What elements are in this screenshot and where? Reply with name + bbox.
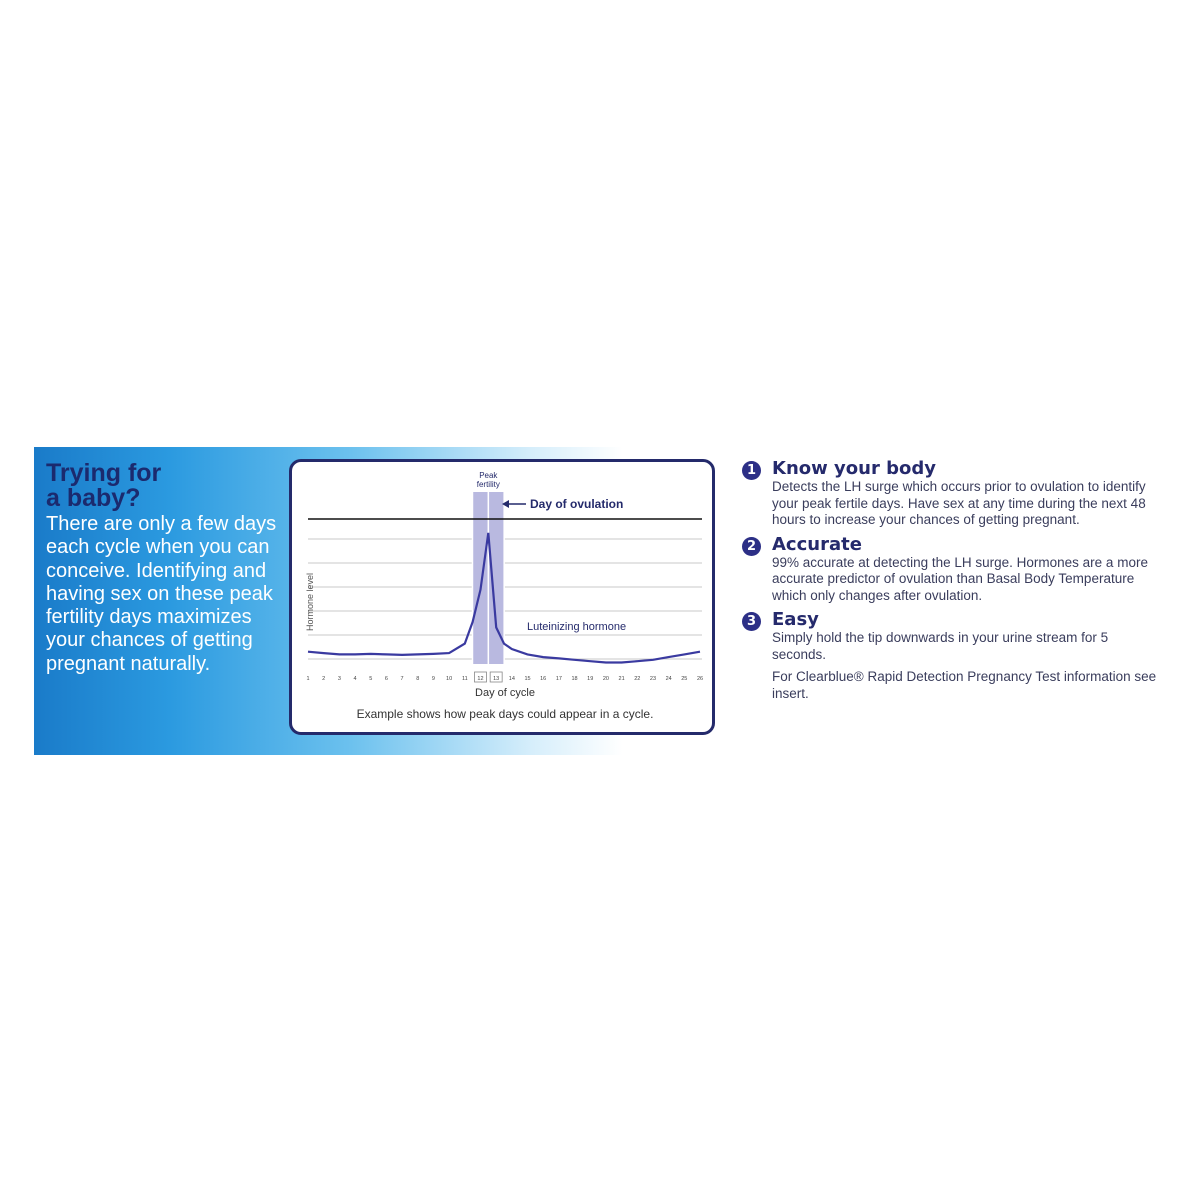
x-tick-label: 12: [477, 676, 484, 682]
number-badge: 3: [742, 612, 761, 631]
x-tick-label: 1: [306, 676, 310, 682]
x-tick-label: 10: [446, 676, 453, 682]
x-tick-label: 3: [337, 676, 341, 682]
insert-note: For Clearblue® Rapid Detection Pregnancy Test information see insert.: [772, 669, 1157, 701]
chart-caption: Example shows how peak days could appear in a cycle.: [356, 707, 654, 721]
number-badge: 2: [742, 537, 761, 556]
x-tick-label: 16: [540, 676, 547, 682]
chart-grid: [308, 539, 702, 659]
x-tick-label: 26: [696, 676, 704, 682]
intro-body: There are only a few days each cycle when you can conceive. Identifying and having sex on these peak fertility days maximizes your chances of getting pregnant naturally.: [46, 513, 277, 675]
feature-title: Easy: [772, 609, 819, 630]
x-tick-label: 5: [369, 676, 373, 682]
x-tick-label: 17: [555, 676, 562, 682]
x-tick-label: 6: [384, 676, 388, 682]
intro-heading-line1: Trying for: [46, 459, 162, 487]
x-tick-label: 18: [571, 676, 578, 682]
lh-chart-svg: [292, 462, 718, 738]
intro-heading: [46, 461, 286, 511]
peak-label-line2: fertility: [476, 480, 500, 489]
peak-label-line1: Peak: [479, 471, 498, 480]
x-tick-label: 7: [400, 676, 404, 682]
x-tick-label: 20: [602, 676, 609, 682]
y-axis-label: Hormone level: [305, 572, 315, 632]
x-tick-label: 19: [587, 676, 594, 682]
x-tick-label: 14: [508, 676, 515, 682]
feature-title: Know your body: [772, 458, 936, 479]
feature-title: Accurate: [772, 533, 862, 555]
lh-chart: [289, 459, 715, 735]
x-tick-label: 23: [649, 676, 657, 682]
x-tick-label: 8: [416, 676, 420, 682]
x-tick-label: 11: [461, 676, 468, 682]
x-tick-label: 15: [524, 676, 531, 682]
x-tick-label: 9: [431, 676, 435, 682]
feature-item-3: [740, 610, 1160, 663]
x-tick-label: 2: [322, 676, 326, 682]
feature-text: Detects the LH surge which occurs prior to ovulation to identify your peak fertile days. Have sex at any time during the next 48 hours to increase your chances of getting pregnant.: [772, 479, 1146, 527]
intro-heading-line2: a baby?: [46, 484, 141, 512]
feature-text: 99% accurate at detecting the LH surge. Hormones are a more accurate predictor of ovulation than Basal Body Temperature which only changes after ovulation.: [772, 554, 1148, 603]
feature-item-2: [740, 535, 1160, 605]
series-label: Luteinizing hormone: [527, 621, 627, 633]
feature-item-1: [740, 459, 1160, 529]
x-tick-label: 4: [353, 676, 357, 682]
ovulation-arrow: [502, 500, 526, 508]
info-banner: [34, 447, 1166, 755]
x-tick-label: 24: [665, 676, 672, 682]
number-badge: 1: [742, 461, 761, 480]
x-tick-label: 21: [618, 676, 625, 682]
ovulation-label: Day of ovulation: [530, 497, 624, 511]
feature-text: Simply hold the tip downwards in your urine stream for 5 seconds.: [772, 630, 1109, 662]
x-tick-label: 25: [681, 676, 688, 682]
intro-panel: [46, 461, 286, 676]
x-axis-label: Day of cycle: [475, 687, 535, 699]
x-tick-labels: [306, 672, 703, 682]
features-panel: [740, 459, 1160, 702]
x-tick-label: 22: [634, 676, 641, 682]
x-tick-label: 13: [493, 676, 500, 682]
